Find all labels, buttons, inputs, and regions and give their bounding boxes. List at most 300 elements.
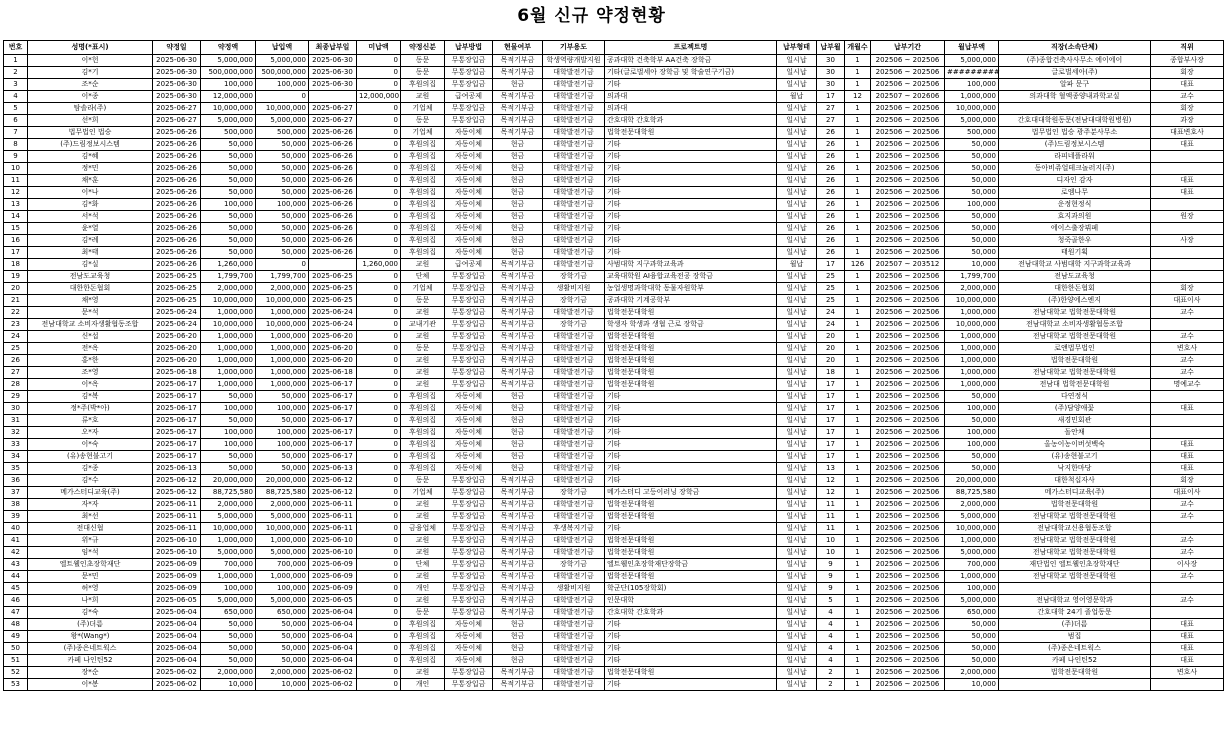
table-cell: 대학발전기금 (543, 631, 605, 643)
table-cell: 1,000,000 (256, 367, 309, 379)
table-cell: 50,000 (256, 451, 309, 463)
table-cell: 현금 (493, 175, 543, 187)
table-cell: 목적기부금 (493, 271, 543, 283)
table-cell: 0 (357, 67, 401, 79)
table-cell: 1 (4, 55, 28, 67)
table-cell: 100,000 (256, 427, 309, 439)
table-cell: 의과대 (605, 91, 777, 103)
table-cell: 일시납 (777, 223, 817, 235)
table-cell: 202506 ~ 202506 (871, 307, 945, 319)
table-cell: 교원 (401, 91, 445, 103)
table-cell: 전남대학교 소비자생활협동조합 (28, 319, 153, 331)
table-cell: 10,000,000 (201, 319, 256, 331)
table-cell (1151, 679, 1224, 691)
table-cell: 202506 ~ 202506 (871, 583, 945, 595)
table-cell: 대표 (1151, 619, 1224, 631)
table-cell: 0 (357, 235, 401, 247)
table-cell: 12 (817, 487, 845, 499)
table-cell: 1 (845, 595, 871, 607)
table-cell: 2025-06-25 (153, 283, 201, 295)
table-cell: 조*영 (28, 367, 153, 379)
table-cell: 29 (4, 391, 28, 403)
table-cell: 1 (845, 235, 871, 247)
table-row (4, 427, 1224, 439)
table-cell: 전남도교육청 (28, 271, 153, 283)
table-cell: 2025-06-26 (309, 199, 357, 211)
table-cell: 법학전문대학원 (605, 535, 777, 547)
table-cell: 법학전문대학원 (605, 367, 777, 379)
table-cell: 17 (817, 451, 845, 463)
table-cell: 현금 (493, 463, 543, 475)
table-cell: 2025-06-11 (153, 523, 201, 535)
table-cell: 기타 (605, 523, 777, 535)
table-cell: 1 (845, 151, 871, 163)
table-cell: 0 (357, 463, 401, 475)
table-cell: 종합부사장 (1151, 55, 1224, 67)
table-cell: 채*영 (28, 295, 153, 307)
table-cell (1151, 583, 1224, 595)
table-cell: 50,000 (256, 631, 309, 643)
table-cell: 5,000,000 (945, 595, 999, 607)
table-cell: 0 (357, 631, 401, 643)
table-cell: 1 (845, 127, 871, 139)
table-cell: 법학전문대학원 (605, 307, 777, 319)
table-cell: 대표 (1151, 655, 1224, 667)
table-cell: 후원의집 (401, 391, 445, 403)
table-cell: 2025-06-09 (309, 559, 357, 571)
table-cell: 37 (4, 487, 28, 499)
table-cell: 자동이체 (445, 631, 493, 643)
table-cell: 김*혜 (28, 151, 153, 163)
table-cell: 4 (817, 655, 845, 667)
table-cell: 5,000,000 (256, 547, 309, 559)
table-row (4, 619, 1224, 631)
table-cell: 자동이체 (445, 403, 493, 415)
table-cell: 로엠나무 (999, 187, 1151, 199)
table-cell: 5,000,000 (201, 55, 256, 67)
table-cell: 메가스터디교육(주) (28, 487, 153, 499)
table-cell: 0 (357, 247, 401, 259)
table-cell: 2025-06-17 (153, 379, 201, 391)
table-cell: 전남대 법학전문대학원 (999, 379, 1151, 391)
table-cell: 100,000 (256, 439, 309, 451)
table-cell: 1 (845, 139, 871, 151)
table-cell: 35 (4, 463, 28, 475)
table-cell: 장학기금 (543, 559, 605, 571)
table-cell: 목적기부금 (493, 583, 543, 595)
table-cell: 1,000,000 (945, 331, 999, 343)
table-cell: 동문 (401, 343, 445, 355)
table-cell: 2025-06-30 (153, 79, 201, 91)
table-cell: 5 (817, 595, 845, 607)
table-cell: 일시납 (777, 187, 817, 199)
table-cell: 0 (357, 415, 401, 427)
table-cell: 대학발전기금 (543, 679, 605, 691)
table-cell: 11 (817, 523, 845, 535)
table-cell: 2,000,000 (201, 499, 256, 511)
table-cell: 기타(글로벌세아 장학금 및 학술연구기금) (605, 67, 777, 79)
table-cell: 16 (4, 235, 28, 247)
table-cell: 2025-06-09 (309, 571, 357, 583)
table-cell: 장학기금 (543, 319, 605, 331)
table-cell: 0 (357, 571, 401, 583)
table-cell: 기업체 (401, 127, 445, 139)
table-cell: 선*희 (28, 115, 153, 127)
table-cell: 현금 (493, 631, 543, 643)
table-cell: 목적기부금 (493, 331, 543, 343)
table-cell: 2025-06-17 (309, 391, 357, 403)
table-cell: 후원의집 (401, 655, 445, 667)
table-cell: 2025-06-26 (153, 247, 201, 259)
table-cell: 의과대 (605, 103, 777, 115)
table-cell: 전남대학교 법학전문대학원 (999, 547, 1151, 559)
table-cell: 후원의집 (401, 223, 445, 235)
table-cell: 회장 (1151, 67, 1224, 79)
table-cell: 자동이체 (445, 655, 493, 667)
table-cell (999, 103, 1151, 115)
table-cell: 50,000 (945, 223, 999, 235)
table-cell: 44 (4, 571, 28, 583)
table-cell: 교원 (401, 307, 445, 319)
table-cell: 2025-06-17 (153, 391, 201, 403)
table-cell: 탐솔라(주) (28, 103, 153, 115)
table-cell: 낙지한마당 (999, 463, 1151, 475)
table-row (4, 391, 1224, 403)
table-cell: 26 (817, 235, 845, 247)
table-cell: 자*자 (28, 499, 153, 511)
table-cell: 교수 (1151, 331, 1224, 343)
table-cell: 2025-06-13 (309, 463, 357, 475)
table-cell: 26 (817, 139, 845, 151)
table-cell: 10,000 (256, 679, 309, 691)
table-cell: 1 (845, 103, 871, 115)
table-cell: 기타 (605, 475, 777, 487)
table-cell: 대한척십자사 (999, 475, 1151, 487)
table-cell: 전남대학교 법학전문대학원 (999, 331, 1151, 343)
table-cell: 청죽골한우 (999, 235, 1151, 247)
table-cell: 전남대학교 법학전문대학원 (999, 511, 1151, 523)
table-cell: (주)드림정보시스템 (999, 139, 1151, 151)
table-cell: 50,000 (256, 151, 309, 163)
table-cell: 공과대학 건축학부 AA건축 장학금 (605, 55, 777, 67)
table-cell: 22 (4, 307, 28, 319)
table-row (4, 583, 1224, 595)
table-cell: 학생자 학생과 생협 근로 장학금 (605, 319, 777, 331)
table-cell: 인문대학 (605, 595, 777, 607)
table-cell: 후원의집 (401, 463, 445, 475)
table-row (4, 547, 1224, 559)
table-cell: 1,000,000 (945, 379, 999, 391)
table-cell: 52 (4, 667, 28, 679)
table-cell: 100,000 (201, 427, 256, 439)
table-cell: 50,000 (201, 151, 256, 163)
table-cell: 5,000,000 (201, 547, 256, 559)
table-cell: 1 (845, 463, 871, 475)
table-cell: 17 (817, 259, 845, 271)
table-row (4, 295, 1224, 307)
table-cell: 100,000 (945, 439, 999, 451)
table-cell: 목적기부금 (493, 319, 543, 331)
table-cell: 1,000,000 (201, 379, 256, 391)
table-cell: 조*순 (28, 79, 153, 91)
table-cell: 45 (4, 583, 28, 595)
table-cell: 2025-06-26 (309, 211, 357, 223)
table-cell: 0 (357, 427, 401, 439)
table-cell: 일시납 (777, 175, 817, 187)
table-cell: 20 (817, 355, 845, 367)
table-cell: 법학전문대학원 (999, 499, 1151, 511)
table-cell: 50,000 (945, 631, 999, 643)
table-cell: 18 (817, 367, 845, 379)
table-cell: 오*자 (28, 427, 153, 439)
column-header: 개월수 (845, 41, 871, 55)
column-header: 납부방법 (445, 41, 493, 55)
table-cell: 무통장입금 (445, 79, 493, 91)
table-cell: 0 (357, 151, 401, 163)
table-cell: 2025-06-27 (309, 103, 357, 115)
table-cell: 46 (4, 595, 28, 607)
table-cell: 0 (357, 379, 401, 391)
table-cell: 전남대학교 법학전문대학원 (999, 535, 1151, 547)
table-cell: 대학발전기금 (543, 247, 605, 259)
table-row (4, 523, 1224, 535)
table-cell: 0 (357, 667, 401, 679)
table-cell: 대학발전기금 (543, 175, 605, 187)
table-cell: 5,000,000 (256, 55, 309, 67)
table-cell: 2025-06-20 (309, 343, 357, 355)
table-cell: 무통장입금 (445, 115, 493, 127)
table-cell: 교원 (401, 547, 445, 559)
table-cell: 간호대학 24기 졸업동문 (999, 607, 1151, 619)
table-cell: 50,000 (945, 235, 999, 247)
table-cell: 동문 (401, 115, 445, 127)
table-cell: 법무법인 법승 광주분사무소 (999, 127, 1151, 139)
table-cell: 2025-06-27 (309, 115, 357, 127)
table-cell: 202506 ~ 202506 (871, 667, 945, 679)
column-header: 납부월 (817, 41, 845, 55)
table-cell: 202506 ~ 202506 (871, 379, 945, 391)
table-cell: 교원 (401, 511, 445, 523)
table-cell (999, 583, 1151, 595)
table-cell: 일시납 (777, 343, 817, 355)
table-cell: 50,000 (201, 619, 256, 631)
table-cell: 교수 (1151, 571, 1224, 583)
table-cell: 대학발전기금 (543, 643, 605, 655)
table-cell: 농업생명과학대학 동물자원학부 (605, 283, 777, 295)
table-cell: 후원의집 (401, 211, 445, 223)
table-cell: 500,000,000 (201, 67, 256, 79)
table-cell: 목적기부금 (493, 559, 543, 571)
table-cell: 2025-06-05 (309, 595, 357, 607)
table-cell: 2025-06-17 (309, 379, 357, 391)
table-cell: 자동이체 (445, 643, 493, 655)
table-cell: 2,000,000 (256, 499, 309, 511)
table-cell: 일시납 (777, 151, 817, 163)
table-cell: 대학발전기금 (543, 475, 605, 487)
table-cell: 1,000,000 (201, 571, 256, 583)
table-cell: 2025-06-17 (309, 403, 357, 415)
table-cell: 기타 (605, 163, 777, 175)
table-cell: 0 (357, 499, 401, 511)
table-cell: 교원 (401, 499, 445, 511)
table-cell: 2025-06-25 (309, 271, 357, 283)
table-cell: 월납 (777, 259, 817, 271)
table-cell: 교육대학원 AI융합교육전공 장학금 (605, 271, 777, 283)
table-cell: 전남대학교 소비자생활협동조합 (999, 319, 1151, 331)
table-cell: 5,000,000 (256, 511, 309, 523)
table-cell: 대학발전기금 (543, 127, 605, 139)
table-cell: 목적기부금 (493, 367, 543, 379)
table-cell: 2025-06-04 (153, 643, 201, 655)
table-row (4, 283, 1224, 295)
table-cell: 10,000,000 (201, 523, 256, 535)
table-cell: 교원 (401, 331, 445, 343)
table-cell: 일시납 (777, 367, 817, 379)
table-cell: 26 (817, 151, 845, 163)
table-cell: 34 (4, 451, 28, 463)
table-cell: 현금 (493, 139, 543, 151)
table-cell: 일시납 (777, 451, 817, 463)
table-cell: 1 (845, 451, 871, 463)
table-cell: 0 (357, 175, 401, 187)
table-cell: 법학전문대학원 (605, 331, 777, 343)
table-cell: 자동이체 (445, 439, 493, 451)
table-cell: 10 (817, 547, 845, 559)
table-cell: 50,000 (201, 631, 256, 643)
table-cell: 무통장입금 (445, 343, 493, 355)
table-cell: 자동이체 (445, 187, 493, 199)
table-cell: 대학발전기금 (543, 535, 605, 547)
table-cell: 교수 (1151, 595, 1224, 607)
table-cell: 27 (4, 367, 28, 379)
table-cell: 정*민 (28, 163, 153, 175)
table-cell: 목적기부금 (493, 607, 543, 619)
table-cell: 2025-06-02 (309, 667, 357, 679)
table-cell: 0 (357, 115, 401, 127)
table-cell: 10 (817, 535, 845, 547)
table-cell: 일시납 (777, 415, 817, 427)
table-cell: 27 (817, 115, 845, 127)
table-cell: 기타 (605, 631, 777, 643)
table-cell: 현금 (493, 391, 543, 403)
table-cell: 26 (817, 187, 845, 199)
table-cell: 2025-06-10 (309, 547, 357, 559)
table-cell: 1,799,700 (945, 271, 999, 283)
table-cell: 자동이체 (445, 151, 493, 163)
table-cell: 김*숙 (28, 607, 153, 619)
table-cell (1151, 247, 1224, 259)
table-cell: 기타 (605, 79, 777, 91)
table-cell: 후원의집 (401, 631, 445, 643)
table-cell: 대표 (1151, 631, 1224, 643)
table-cell: 현금 (493, 439, 543, 451)
table-cell: 43 (4, 559, 28, 571)
table-cell: 202506 ~ 202506 (871, 415, 945, 427)
table-cell: 2,000,000 (945, 283, 999, 295)
table-cell: 대학발전기금 (543, 451, 605, 463)
table-cell: 장*순 (28, 667, 153, 679)
table-cell: 2025-06-26 (309, 163, 357, 175)
table-cell: 202507 ~ 202606 (871, 91, 945, 103)
table-cell: 18 (4, 259, 28, 271)
table-cell: 2025-06-20 (153, 343, 201, 355)
table-cell: 2025-06-26 (153, 139, 201, 151)
table-cell: 자동이체 (445, 247, 493, 259)
table-cell: 100,000 (945, 403, 999, 415)
table-cell: 1,000,000 (201, 355, 256, 367)
table-cell: 9 (4, 151, 28, 163)
table-cell: 기타 (605, 415, 777, 427)
table-cell: 법학전문대학원 (605, 499, 777, 511)
table-cell: 이*옥 (28, 379, 153, 391)
table-cell: 2025-06-20 (153, 331, 201, 343)
table-cell (1151, 223, 1224, 235)
table-cell: 50,000 (201, 223, 256, 235)
table-cell: 교수 (1151, 355, 1224, 367)
table-cell: 10,000,000 (201, 295, 256, 307)
table-cell: 202506 ~ 202506 (871, 55, 945, 67)
table-cell: 24 (817, 307, 845, 319)
table-cell: 1,000,000 (945, 571, 999, 583)
table-cell: 김*복 (28, 391, 153, 403)
table-cell: 2025-06-26 (153, 223, 201, 235)
table-cell: 자동이체 (445, 211, 493, 223)
table-cell: 12,000,000 (357, 91, 401, 103)
table-row (4, 463, 1224, 475)
table-row (4, 91, 1224, 103)
column-header: 최종납부일 (309, 41, 357, 55)
table-cell: 0 (357, 439, 401, 451)
table-cell: 기타 (605, 463, 777, 475)
table-cell: 2025-06-17 (153, 427, 201, 439)
table-cell: 2025-06-30 (309, 67, 357, 79)
table-cell: 31 (4, 415, 28, 427)
table-cell: 현금 (493, 403, 543, 415)
table-row (4, 175, 1224, 187)
table-cell: 기업체 (401, 283, 445, 295)
table-row (4, 223, 1224, 235)
table-cell: 목적기부금 (493, 667, 543, 679)
table-cell: 41 (4, 535, 28, 547)
table-cell: 교원 (401, 355, 445, 367)
table-cell: 5,000,000 (945, 547, 999, 559)
table-cell: 50,000 (201, 235, 256, 247)
table-cell: 1 (845, 271, 871, 283)
table-cell: 1 (845, 247, 871, 259)
table-cell: 26 (817, 163, 845, 175)
table-cell: 100,000 (201, 439, 256, 451)
table-cell: 운정현정식 (999, 199, 1151, 211)
table-row (4, 151, 1224, 163)
table-cell: 대학발전기금 (543, 187, 605, 199)
table-cell: 기타 (605, 151, 777, 163)
table-cell: 2,000,000 (201, 283, 256, 295)
table-row (4, 67, 1224, 79)
table-cell: 후원의집 (401, 247, 445, 259)
table-cell: 700,000 (201, 559, 256, 571)
table-cell: 후원의집 (401, 175, 445, 187)
table-cell: 1 (845, 355, 871, 367)
table-cell: 1,000,000 (201, 535, 256, 547)
table-cell: 일시납 (777, 439, 817, 451)
table-cell: 202506 ~ 202506 (871, 535, 945, 547)
table-row (4, 79, 1224, 91)
table-cell: 2,000,000 (945, 667, 999, 679)
table-cell: 202506 ~ 202506 (871, 175, 945, 187)
table-cell: 장학기금 (543, 295, 605, 307)
table-cell: 1 (845, 487, 871, 499)
table-cell: 대표 (1151, 439, 1224, 451)
